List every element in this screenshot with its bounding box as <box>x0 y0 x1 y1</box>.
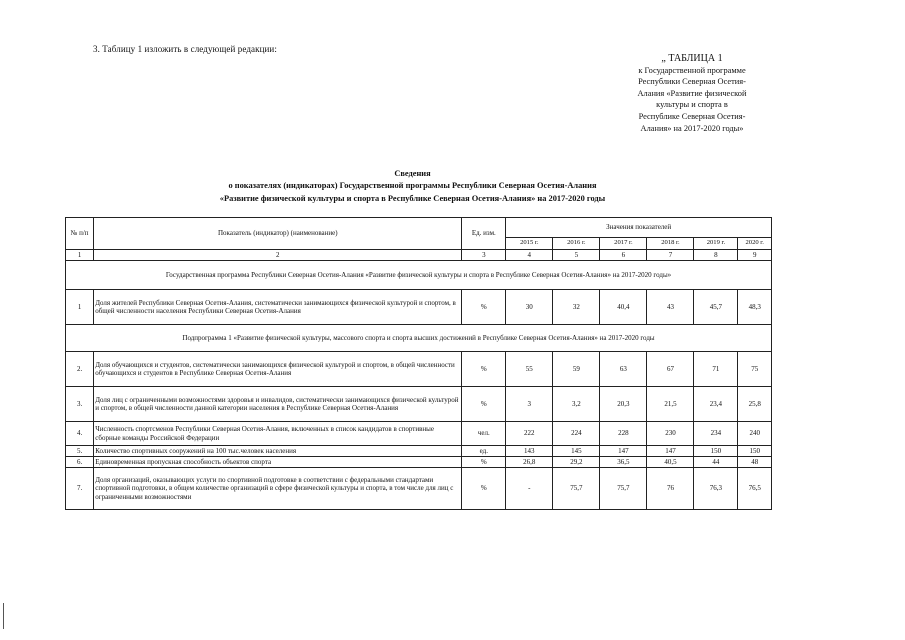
annex-line: Алания» на 2017-2020 годы» <box>640 123 744 133</box>
row-value: 76,5 <box>738 468 772 510</box>
table-row <box>66 446 772 457</box>
col-number: 5 <box>553 250 600 261</box>
row-value: 40,5 <box>647 457 694 468</box>
header-num: № п/п <box>66 218 94 250</box>
row-value: 21,5 <box>647 387 694 422</box>
row-value: 25,8 <box>738 387 772 422</box>
header-year: 2015 г. <box>506 238 553 250</box>
row-value: 75,7 <box>600 468 647 510</box>
row-value: 45,7 <box>694 290 738 325</box>
row-value: 240 <box>738 422 772 446</box>
annex-label <box>612 53 772 134</box>
row-value: 76,3 <box>694 468 738 510</box>
row-value: 43 <box>647 290 694 325</box>
row-unit: % <box>462 387 506 422</box>
col-number: 6 <box>600 250 647 261</box>
col-number: 2 <box>94 250 462 261</box>
row-value: 40,4 <box>600 290 647 325</box>
row-value: 228 <box>600 422 647 446</box>
row-value: 48 <box>738 457 772 468</box>
row-value: 234 <box>694 422 738 446</box>
row-value: 230 <box>647 422 694 446</box>
header-name: Показатель (индикатор) (наименование) <box>94 218 462 250</box>
row-num: 4. <box>66 422 94 446</box>
table-row <box>66 457 772 468</box>
row-value: 71 <box>694 352 738 387</box>
annex-line: Алания «Развитие физической <box>637 88 747 98</box>
row-name: Доля жителей Республики Северная Осетия-Алания, систематически занимающихся физической культурой и спортом, в общей численности населения Республики Северная Осетия-Алания <box>94 290 462 325</box>
row-value: 150 <box>738 446 772 457</box>
row-value: 26,8 <box>506 457 553 468</box>
row-unit: ед. <box>462 446 506 457</box>
header-values-group: Значения показателей <box>506 218 772 238</box>
row-name: Доля обучающихся и студентов, систематически занимающихся физической культурой и спортом, в общей численности обучающихся и студентов в Республике Северная Осетия-Алания <box>94 352 462 387</box>
row-unit: % <box>462 468 506 510</box>
row-value: 48,3 <box>738 290 772 325</box>
row-value: 3 <box>506 387 553 422</box>
header-year: 2017 г. <box>600 238 647 250</box>
row-num: 3. <box>66 387 94 422</box>
table-row <box>66 387 772 422</box>
row-value: 67 <box>647 352 694 387</box>
row-unit: % <box>462 352 506 387</box>
row-value: 29,2 <box>553 457 600 468</box>
row-value: 145 <box>553 446 600 457</box>
row-name: Доля лиц с ограниченными возможностями здоровья и инвалидов, систематически занимающихся физической культурой и спортом, в общей численности данной категории населения в Республике Северная Осетия-Алания <box>94 387 462 422</box>
row-num: 1 <box>66 290 94 325</box>
intro-text: 3. Таблицу 1 изложить в следующей редакции: <box>93 44 277 54</box>
row-value: 23,4 <box>694 387 738 422</box>
table-row <box>66 290 772 325</box>
document-title <box>120 168 705 205</box>
annex-heading: „ ТАБЛИЦА 1 <box>661 53 723 64</box>
header-year: 2018 г. <box>647 238 694 250</box>
row-num: 7. <box>66 468 94 510</box>
header-year: 2020 г. <box>738 238 772 250</box>
row-unit: % <box>462 457 506 468</box>
title-line: о показателях (индикаторах) Государственной программы Республики Северная Осетия-Алания <box>228 181 597 191</box>
title-line: «Развитие физической культуры и спорта в Республике Северная Осетия-Алания» на 2017-2020 годы <box>219 193 606 203</box>
table-row <box>66 422 772 446</box>
row-value: 30 <box>506 290 553 325</box>
row-name: Количество спортивных сооружений на 100 тыс.человек населения <box>94 446 462 457</box>
annex-line: Республике Северная Осетия- <box>638 111 746 121</box>
row-value: 222 <box>506 422 553 446</box>
section-heading: Подпрограмма 1 «Развитие физической культуры, массового спорта и спорта высших достижений в Республике Северная Осетия-Алания» на 2017-2020 годы <box>66 325 772 352</box>
row-value: 44 <box>694 457 738 468</box>
col-number: 4 <box>506 250 553 261</box>
row-value: 75 <box>738 352 772 387</box>
section-heading: Государственная программа Республики Северная Осетия-Алания «Развитие физической культуры и спорта в Республике Северная Осетия-Алания» на 2017-2020 годы» <box>66 261 772 290</box>
col-number: 8 <box>694 250 738 261</box>
row-name: Численность спортсменов Республики Северная Осетия-Алания, включенных в список кандидатов в спортивные сборные команды Российской Федерации <box>94 422 462 446</box>
row-name: Единовременная пропускная способность объектов спорта <box>94 457 462 468</box>
row-value: 3,2 <box>553 387 600 422</box>
col-number: 9 <box>738 250 772 261</box>
row-num: 2. <box>66 352 94 387</box>
row-num: 5. <box>66 446 94 457</box>
row-value: 32 <box>553 290 600 325</box>
row-value: 147 <box>600 446 647 457</box>
row-value: 76 <box>647 468 694 510</box>
header-unit: Ед. изм. <box>462 218 506 250</box>
row-value: 55 <box>506 352 553 387</box>
row-value: 75,7 <box>553 468 600 510</box>
row-value: 147 <box>647 446 694 457</box>
header-year: 2019 г. <box>694 238 738 250</box>
scan-edge-mark <box>3 603 4 629</box>
annex-line: культуры и спорта в <box>656 100 728 110</box>
row-value: 59 <box>553 352 600 387</box>
title-line: Сведения <box>394 169 431 178</box>
row-value: - <box>506 468 553 510</box>
table-row <box>66 468 772 510</box>
col-number: 1 <box>66 250 94 261</box>
row-value: 63 <box>600 352 647 387</box>
row-value: 150 <box>694 446 738 457</box>
row-value: 143 <box>506 446 553 457</box>
row-value: 20,3 <box>600 387 647 422</box>
header-year: 2016 г. <box>553 238 600 250</box>
annex-line: Республики Северная Осетия- <box>638 77 746 87</box>
row-name: Доля организаций, оказывающих услуги по спортивной подготовке в соответствии с федеральными стандартами спортивной подготовки, в общем количестве организаций в сфере физической культуры и спорта, в том числе для лиц с ограниченными возможностями <box>94 468 462 510</box>
col-number: 7 <box>647 250 694 261</box>
indicators-table <box>65 217 772 510</box>
row-unit: чел. <box>462 422 506 446</box>
table-row <box>66 352 772 387</box>
col-number: 3 <box>462 250 506 261</box>
row-value: 224 <box>553 422 600 446</box>
annex-line: к Государственной программе <box>638 65 746 75</box>
row-value: 36,5 <box>600 457 647 468</box>
row-num: 6. <box>66 457 94 468</box>
row-unit: % <box>462 290 506 325</box>
